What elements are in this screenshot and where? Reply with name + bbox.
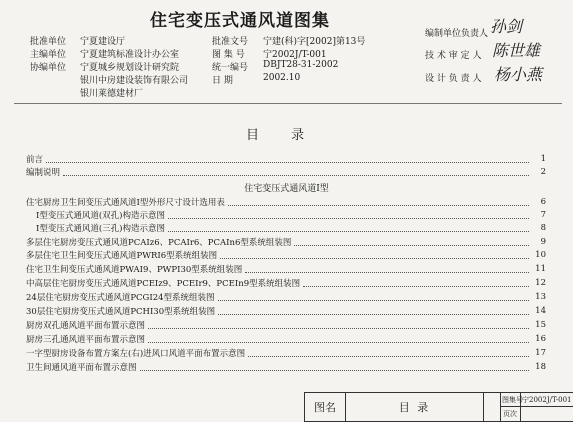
- responsible-label-3: 设 计 负 责 人: [425, 74, 482, 84]
- extra-unit-2: 银川莱德建材厂: [80, 89, 144, 99]
- unified-number-value: DBJT28-31-2002: [263, 60, 339, 70]
- toc-item-page: 10: [535, 250, 546, 260]
- atlas-number-value: 宁2002J/T-001: [263, 50, 327, 60]
- responsible-label-1: 编制单位负责人: [425, 29, 489, 39]
- toc-leader: [248, 350, 529, 357]
- toc-item-text: I型变压式通风道(三孔)构造示意图: [36, 224, 165, 234]
- toc-item: [26, 196, 546, 208]
- toc-item-page: 16: [535, 334, 546, 344]
- toc-item-text: 30层住宅厨房变压式通风道PCHI30型系统组装图: [26, 307, 216, 317]
- title-block: [304, 392, 573, 422]
- toc-item: [26, 153, 546, 165]
- toc-item-page: 6: [540, 197, 546, 207]
- toc-item-page: 13: [535, 292, 546, 302]
- toc-item-page: 7: [540, 210, 546, 220]
- toc-leader: [218, 308, 529, 315]
- toc-leader: [46, 156, 529, 163]
- toc-item-text: 编制说明: [26, 168, 61, 178]
- responsible-label-2: 技 术 审 定 人: [425, 51, 482, 61]
- atlas-number-label: 图 集 号: [212, 50, 245, 60]
- drawing-name-label: 图名: [305, 393, 346, 421]
- page-number-label: 页次: [503, 410, 517, 418]
- toc-item: [36, 209, 546, 221]
- toc-item: [36, 222, 546, 234]
- signature-1: 孙剑: [490, 17, 523, 36]
- approval-doc-value: 宁建(科)字[2002]第13号: [263, 37, 366, 47]
- toc-item-page: 8: [540, 223, 546, 233]
- toc-leader: [303, 280, 529, 287]
- atlas-number-footer-label: 图集号: [502, 396, 523, 404]
- toc-item-page: 12: [535, 278, 546, 288]
- toc-item-text: 前言: [26, 155, 44, 165]
- toc-leader: [168, 212, 529, 219]
- toc-leader: [148, 322, 529, 329]
- toc-item-text: 24层住宅厨房变压式通风道PCGI24型系统组装图: [26, 293, 215, 303]
- toc-item-text: I型变压式通风道(双孔)构造示意图: [36, 211, 165, 221]
- toc-item-text: 住宅卫生间变压式通风道PWAI9、PWPI30型系统组装图: [26, 265, 243, 275]
- toc-item-page: 1: [540, 154, 546, 164]
- toc-item: [26, 166, 546, 178]
- toc-leader: [220, 252, 529, 259]
- toc-item-page: 15: [535, 320, 546, 330]
- toc-leader: [245, 266, 529, 273]
- unified-number-label: 统一编号: [212, 63, 249, 73]
- toc-item-page: 18: [535, 362, 546, 372]
- approval-unit-value: 宁夏建设厅: [80, 37, 126, 47]
- toc-leader: [294, 239, 529, 246]
- toc-item-text: 住宅厨房卫生间变压式通风道I型外形尺寸设计选用表: [26, 198, 225, 208]
- toc-leader: [218, 294, 529, 301]
- toc-item-text: 厨房三孔通风道平面布置示意图: [26, 335, 146, 345]
- toc-item: [26, 263, 546, 275]
- atlas-number-footer-value: 宁2002J/T-001: [522, 396, 572, 404]
- header-divider: [14, 103, 562, 104]
- toc-item: [26, 291, 546, 303]
- toc-item: [26, 236, 546, 248]
- toc-item: [26, 305, 546, 317]
- page-title: 住宅变压式通风道图集: [150, 11, 330, 31]
- toc-leader: [140, 364, 529, 371]
- toc-item: [26, 333, 546, 345]
- toc-item-text: 厨房双孔通风道平面布置示意图: [26, 321, 146, 331]
- title-block-spacer: [484, 393, 501, 421]
- editor-unit-label: 主编单位: [30, 50, 67, 60]
- coeditor-unit-label: 协编单位: [30, 63, 67, 73]
- approval-unit-label: 批准单位: [30, 37, 67, 47]
- extra-unit-1: 银川中房建设装饰有限公司: [80, 76, 189, 86]
- toc-item-text: 一字型厨房设备布置方案左(右)进风口风道平面布置示意图: [26, 349, 246, 359]
- toc-item-text: 中高层住宅厨房变压式通风道PCEIz9、PCEIr9、PCEIn9型系统组装图: [26, 279, 301, 289]
- toc-item: [26, 319, 546, 331]
- toc-item: [26, 361, 546, 373]
- toc-section-title: 住宅变压式通风道I型: [244, 184, 329, 194]
- toc-item: [26, 277, 546, 289]
- signature-2: 陈世雄: [492, 41, 541, 60]
- toc-item-text: 卫生间通风道平面布置示意图: [26, 363, 137, 373]
- toc-leader: [63, 169, 529, 176]
- toc-item-text: 多层住宅卫生间变压式通风道PWRI6型系统组装图: [26, 251, 218, 261]
- signature-3: 杨小燕: [494, 65, 543, 84]
- toc-item-page: 17: [535, 348, 546, 358]
- toc-title: 目 录: [246, 128, 319, 143]
- title-block-right: [501, 393, 573, 421]
- toc-item: [26, 347, 546, 359]
- toc-item-text: 多层住宅厨房变压式通风道PCAIz6、PCAIr6、PCAIn6型系统组装图: [26, 238, 292, 248]
- approval-doc-label: 批准文号: [212, 37, 249, 47]
- toc-leader: [168, 225, 529, 232]
- toc-item-page: 14: [535, 306, 546, 316]
- title-block-rule: [501, 406, 573, 407]
- toc-item-page: 9: [540, 237, 546, 247]
- coeditor-unit-value: 宁夏城乡规划设计研究院: [80, 63, 180, 73]
- toc-leader: [148, 336, 529, 343]
- editor-unit-value: 宁夏建筑标准设计办公室: [80, 50, 180, 60]
- toc-item-page: 2: [540, 167, 546, 177]
- drawing-name-value: 目 录: [346, 393, 484, 421]
- toc-leader: [228, 199, 529, 206]
- date-value: 2002.10: [263, 73, 301, 83]
- toc-item: [26, 249, 546, 261]
- date-label: 日 期: [212, 76, 233, 86]
- toc-item-page: 11: [535, 264, 546, 274]
